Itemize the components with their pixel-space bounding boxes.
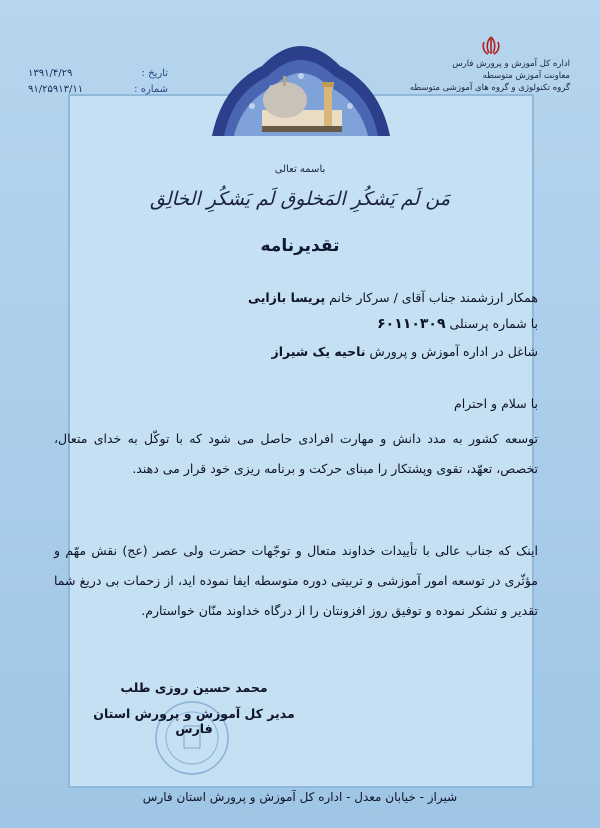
page-title: تقدیرنامه (260, 236, 340, 256)
bismillah: باسمه تعالی (274, 164, 326, 175)
footer-address: شیراز - خیابان معدل - اداره کل آموزش و پرورش استان فارس (142, 790, 458, 804)
date-value: ۱۳۹۱/۴/۲۹ (28, 68, 73, 79)
personnel-number: ۶۰۱۱۰۳۰۹ (377, 316, 446, 332)
employment-line (58, 344, 538, 359)
greeting: با سلام و احترام (454, 396, 538, 411)
personnel-prefix: با شماره پرسنلی (449, 316, 538, 331)
iran-emblem-icon (480, 36, 502, 56)
org-line: معاونت آموزش متوسطه (482, 71, 570, 81)
org-line: گروه تکنولوژی و گروه های آموزشی متوسطه (409, 83, 570, 93)
organization-header (350, 58, 570, 94)
body-paragraph-2: اینک که جناب عالی با تأییدات خداوند متعال و توجّهات حضرت ولی عصر (عج) نقش مهّم و مؤثّری در توسعه امور آموزشی و تربیتی دوره متوسطه ایفا نموده اید، از زحمات بی دریغ شما تقدیر و تشکر نموده و توفیق روز افزونتان را از درگاه خداوند منّان خواستارم. (54, 543, 538, 618)
signatory-name: محمد حسین روزی طلب (120, 680, 268, 695)
employment-unit: ناحیه یک شیراز (271, 344, 366, 359)
org-line: اداره کل آموزش و پرورش فارس (452, 59, 570, 69)
signatory-position: مدیر کل آموزش و پرورش استان فارس (93, 706, 295, 736)
date-label: تاریخ : (141, 68, 168, 79)
number-label: شماره : (134, 84, 168, 95)
personnel-line (58, 316, 538, 332)
body-paragraph-1: توسعه کشور به مدد دانش و مهارت افرادی حاصل می شود که با توکّل به خدای متعال، تخصص، تعهّد، تقوی وپشتکار را مبنای حرکت و برنامه ریزی خود قرار می دهند. (54, 431, 538, 476)
calligraphy-verse: مَن لَم یَشکُرِ المَخلوق لَم یَشکُرِ الخالِق (149, 188, 451, 210)
number-value: ۹۱/۲۵۹۱۳/۱۱ (28, 84, 84, 95)
addressee-line (58, 290, 538, 305)
employment-prefix: شاغل در اداره آموزش و پرورش (369, 344, 538, 359)
date-number-box (28, 66, 168, 98)
addressee-prefix: همکار ارزشمند جناب آقای / سرکار خانم (329, 290, 538, 305)
addressee-name: پریسا بازایی (248, 290, 326, 305)
